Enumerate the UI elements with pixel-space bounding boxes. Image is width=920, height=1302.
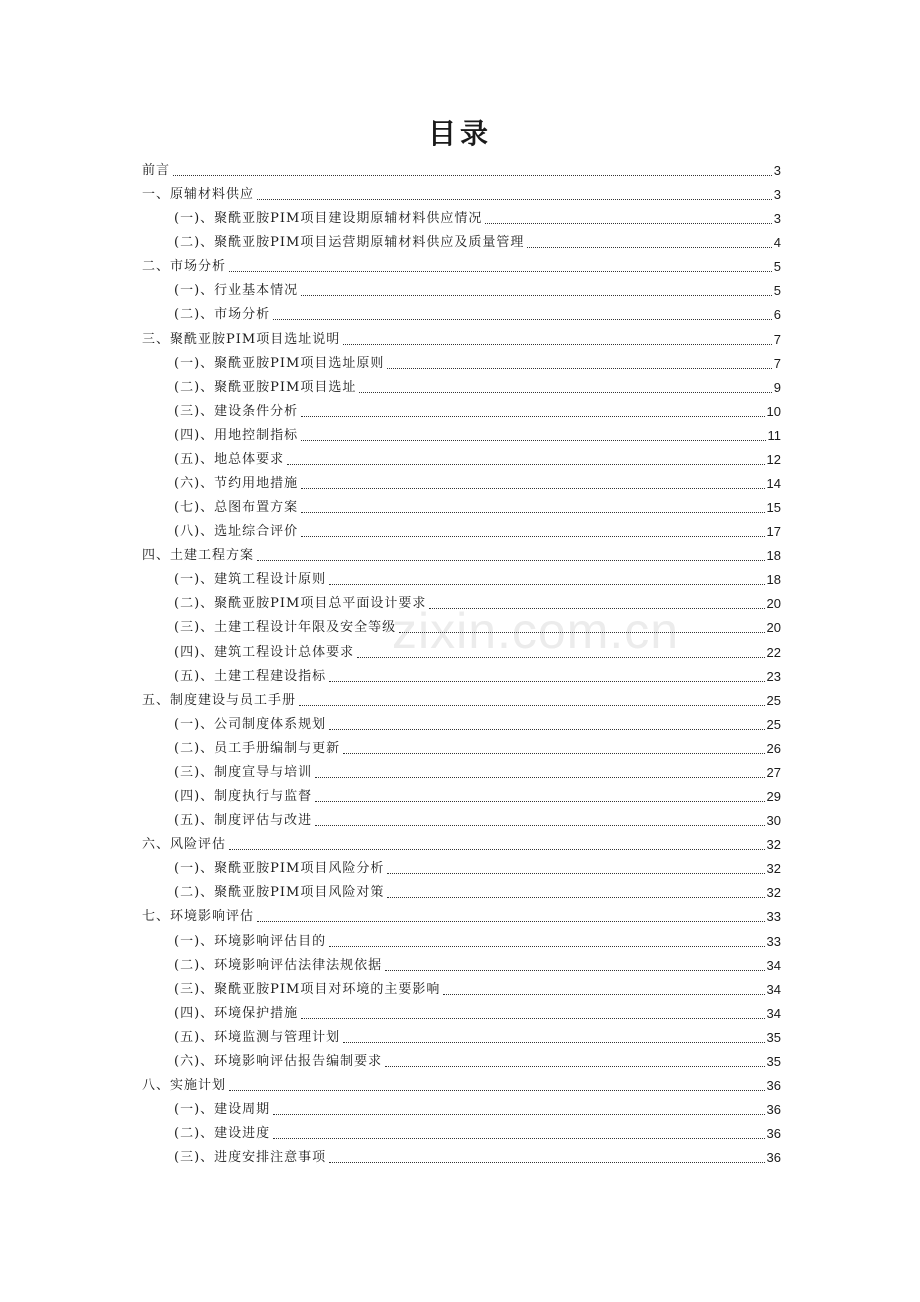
- toc-entry-row[interactable]: [174, 982, 781, 998]
- toc-entry-row[interactable]: [174, 428, 781, 444]
- toc-dot-leader: [329, 584, 764, 585]
- toc-entry-label: (一)、聚酰亚胺PIM项目建设期原辅材料供应情况: [174, 211, 483, 227]
- toc-entry-label: 一、原辅材料供应: [142, 187, 255, 203]
- toc-entry-row[interactable]: [174, 283, 781, 299]
- toc-entry-row[interactable]: [142, 693, 781, 709]
- toc-dot-leader: [273, 1114, 764, 1115]
- toc-entry-label: 四、土建工程方案: [142, 548, 255, 564]
- toc-entry-label: (一)、公司制度体系规划: [174, 716, 327, 732]
- toc-entry-row[interactable]: [174, 885, 781, 901]
- toc-dot-leader: [229, 849, 765, 850]
- toc-entry-page-number: 3: [773, 163, 781, 178]
- toc-entry[interactable]: [0, 858, 920, 882]
- toc-dot-leader: [315, 801, 764, 802]
- toc-entry-row[interactable]: [174, 596, 781, 612]
- toc-entry-page-number: 33: [766, 933, 781, 949]
- toc-entry-page-number: 11: [767, 427, 781, 443]
- toc-entry-row[interactable]: [174, 765, 781, 781]
- toc-entry-row[interactable]: [174, 524, 781, 540]
- toc-entry-label: (五)、土建工程建设指标: [174, 668, 327, 684]
- toc-entry[interactable]: [0, 160, 920, 184]
- toc-entry-row[interactable]: [174, 934, 781, 950]
- toc-entry-row[interactable]: [174, 1054, 781, 1070]
- toc-entry-row[interactable]: [174, 669, 781, 685]
- toc-entry-page-number: 20: [766, 620, 781, 636]
- toc-entry-label: 前言: [142, 163, 171, 178]
- toc-entry-label: (二)、聚酰亚胺PIM项目运营期原辅材料供应及质量管理: [174, 235, 525, 251]
- toc-entry-row[interactable]: [142, 1078, 781, 1094]
- page-title: 目录: [427, 117, 492, 150]
- toc-entry[interactable]: [0, 931, 920, 955]
- toc-entry[interactable]: [0, 545, 920, 569]
- toc-entry-page-number: 33: [766, 909, 781, 925]
- toc-entry-page-number: 12: [766, 451, 781, 467]
- toc-dot-leader: [301, 488, 764, 489]
- toc-entry[interactable]: [0, 569, 920, 593]
- toc-dot-leader: [329, 681, 764, 682]
- toc-entry-label: (四)、用地控制指标: [174, 427, 299, 443]
- toc-entry-label: (二)、环境影响评估法律法规依据: [174, 957, 383, 973]
- toc-entry-label: (五)、环境监测与管理计划: [174, 1029, 341, 1045]
- toc-entry-label: (三)、建设条件分析: [174, 403, 299, 419]
- toc-entry-label: (一)、聚酰亚胺PIM项目选址原则: [174, 355, 385, 371]
- toc-entry[interactable]: [0, 666, 920, 690]
- toc-entry-row[interactable]: [174, 307, 781, 323]
- toc-entry-label: (二)、聚酰亚胺PIM项目选址: [174, 379, 357, 395]
- toc-entry[interactable]: [0, 714, 920, 738]
- toc-entry-label: 七、环境影响评估: [142, 909, 255, 925]
- toc-entry-label: (二)、市场分析: [174, 307, 271, 323]
- toc-entry[interactable]: [0, 786, 920, 810]
- toc-entry-label: 五、制度建设与员工手册: [142, 692, 297, 708]
- toc-entry-row[interactable]: [174, 1006, 781, 1022]
- toc-dot-leader: [315, 825, 764, 826]
- toc-entry-row[interactable]: [174, 476, 781, 492]
- toc-dot-leader: [343, 753, 764, 754]
- toc-entry-page-number: 26: [766, 740, 781, 756]
- toc-entry-row[interactable]: [142, 187, 781, 203]
- toc-entry-label: (三)、制度宣导与培训: [174, 764, 313, 780]
- toc-entry[interactable]: [0, 1051, 920, 1075]
- toc-entry-page-number: 32: [766, 885, 781, 901]
- toc-dot-leader: [273, 319, 772, 320]
- toc-dot-leader: [485, 223, 771, 224]
- toc-entry-label: (六)、节约用地措施: [174, 476, 299, 492]
- toc-entry-row[interactable]: [174, 452, 781, 468]
- toc-entry-page-number: 34: [766, 957, 781, 973]
- toc-entry-label: (二)、员工手册编制与更新: [174, 740, 341, 756]
- toc-entry-page-number: 22: [766, 644, 781, 660]
- toc-entry-label: 三、聚酰亚胺PIM项目选址说明: [142, 331, 341, 347]
- toc-dot-leader: [387, 897, 764, 898]
- toc-dot-leader: [343, 344, 772, 345]
- toc-entry-row[interactable]: [174, 861, 781, 877]
- toc-dot-leader: [229, 1090, 765, 1091]
- toc-entry-page-number: 3: [773, 187, 781, 203]
- toc-entry-page-number: 34: [766, 1005, 781, 1021]
- toc-dot-leader: [287, 464, 764, 465]
- toc-entry[interactable]: [0, 593, 920, 617]
- toc-entry-page-number: 17: [766, 524, 781, 540]
- toc-entry-label: (四)、制度执行与监督: [174, 789, 313, 805]
- toc-entry-page-number: 32: [766, 861, 781, 877]
- toc-entry[interactable]: [0, 208, 920, 232]
- toc-entry-label: (二)、建设进度: [174, 1126, 271, 1142]
- toc-dot-leader: [257, 921, 765, 922]
- toc-entry[interactable]: [0, 1099, 920, 1123]
- toc-entry-page-number: 5: [773, 283, 781, 299]
- toc-dot-leader: [301, 416, 764, 417]
- toc-entry[interactable]: [0, 449, 920, 473]
- toc-entry[interactable]: [0, 232, 920, 256]
- toc-entry-page-number: 14: [766, 476, 781, 492]
- toc-dot-leader: [385, 1066, 764, 1067]
- toc-entry-row[interactable]: [142, 163, 781, 179]
- toc-entry[interactable]: [0, 497, 920, 521]
- toc-entry-page-number: 23: [766, 668, 781, 684]
- toc-entry[interactable]: [0, 1147, 920, 1171]
- toc-entry-page-number: 36: [766, 1077, 781, 1093]
- toc-entry-page-number: 5: [773, 259, 781, 275]
- toc-dot-leader: [385, 970, 764, 971]
- toc-entry-page-number: 7: [773, 331, 781, 347]
- toc-dot-leader: [315, 777, 764, 778]
- toc-entry-label: (一)、建设周期: [174, 1102, 271, 1118]
- toc-dot-leader: [301, 295, 772, 296]
- toc-entry-label: (二)、聚酰亚胺PIM项目风险对策: [174, 885, 385, 901]
- toc-entry-label: (三)、聚酰亚胺PIM项目对环境的主要影响: [174, 981, 441, 997]
- toc-entry-row[interactable]: [142, 837, 781, 853]
- toc-entry-row[interactable]: [174, 958, 781, 974]
- toc-entry-page-number: 30: [766, 813, 781, 829]
- toc-dot-leader: [173, 175, 772, 176]
- toc-entry-row[interactable]: [174, 813, 781, 829]
- toc-entry[interactable]: [0, 256, 920, 280]
- toc-dot-leader: [387, 368, 771, 369]
- toc-dot-leader: [301, 1018, 764, 1019]
- toc-entry-page-number: 6: [773, 307, 781, 323]
- toc-entry-label: 八、实施计划: [142, 1077, 227, 1093]
- toc-entry-page-number: 34: [766, 981, 781, 997]
- toc-dot-leader: [299, 705, 765, 706]
- toc-entry[interactable]: [0, 834, 920, 858]
- toc-entry-label: (八)、选址综合评价: [174, 524, 299, 540]
- toc-dot-leader: [387, 873, 764, 874]
- toc-entry-label: (五)、地总体要求: [174, 451, 285, 467]
- toc-entry-row[interactable]: [142, 259, 781, 275]
- toc-entry-row[interactable]: [174, 717, 781, 733]
- toc-entry-row[interactable]: [174, 741, 781, 757]
- toc-dot-leader: [273, 1138, 764, 1139]
- toc-entry-label: (一)、聚酰亚胺PIM项目风险分析: [174, 861, 385, 877]
- toc-entry[interactable]: [0, 1075, 920, 1099]
- toc-entry[interactable]: [0, 425, 920, 449]
- toc-entry-row[interactable]: [174, 572, 781, 588]
- toc-entry-page-number: 35: [766, 1029, 781, 1045]
- toc-entry-label: (一)、行业基本情况: [174, 283, 299, 299]
- toc-entry-page-number: 20: [766, 596, 781, 612]
- toc-entry-row[interactable]: [174, 789, 781, 805]
- toc-entry-label: (一)、环境影响评估目的: [174, 933, 327, 949]
- toc-entry-label: (四)、建筑工程设计总体要求: [174, 644, 355, 660]
- toc-entry-page-number: 10: [766, 403, 781, 419]
- toc-entry[interactable]: [0, 810, 920, 834]
- toc-entry-label: (二)、聚酰亚胺PIM项目总平面设计要求: [174, 596, 427, 612]
- toc-entry[interactable]: [0, 521, 920, 545]
- toc-entry-row[interactable]: [142, 332, 781, 348]
- toc-entry-row[interactable]: [142, 548, 781, 564]
- toc-entry-page-number: 3: [773, 211, 781, 227]
- toc-entry-page-number: 15: [766, 500, 781, 516]
- toc-entry-row[interactable]: [174, 380, 781, 396]
- toc-entry[interactable]: [0, 1027, 920, 1051]
- toc-entry-label: (六)、环境影响评估报告编制要求: [174, 1053, 383, 1069]
- toc-entry-row[interactable]: [174, 1126, 781, 1142]
- toc-dot-leader: [329, 729, 764, 730]
- toc-entry[interactable]: [0, 304, 920, 328]
- toc-entry[interactable]: [0, 280, 920, 304]
- toc-dot-leader: [343, 1042, 764, 1043]
- toc-entry-row[interactable]: [174, 356, 781, 372]
- toc-entry-label: (三)、进度安排注意事项: [174, 1150, 327, 1166]
- toc-entry-page-number: 9: [773, 379, 781, 395]
- toc-entry-row[interactable]: [174, 500, 781, 516]
- toc-dot-leader: [329, 946, 764, 947]
- toc-entry[interactable]: [0, 377, 920, 401]
- toc-entry-row[interactable]: [142, 909, 781, 925]
- toc-entry[interactable]: [0, 473, 920, 497]
- toc-dot-leader: [301, 536, 764, 537]
- toc-entry[interactable]: [0, 906, 920, 930]
- toc-dot-leader: [357, 657, 764, 658]
- toc-entry-page-number: 35: [766, 1053, 781, 1069]
- toc-dot-leader: [527, 247, 771, 248]
- toc-entry-label: (一)、建筑工程设计原则: [174, 572, 327, 588]
- toc-dot-leader: [301, 440, 765, 441]
- toc-dot-leader: [301, 512, 764, 513]
- toc-entry-label: (四)、环境保护措施: [174, 1005, 299, 1021]
- toc-dot-leader: [257, 199, 772, 200]
- toc-entry-label: 二、市场分析: [142, 259, 227, 275]
- toc-entry-row[interactable]: [174, 235, 781, 251]
- toc-entry[interactable]: [0, 184, 920, 208]
- toc-entry-row[interactable]: [174, 1150, 781, 1166]
- toc-entry[interactable]: [0, 617, 920, 641]
- toc-entry[interactable]: [0, 642, 920, 666]
- toc-entry[interactable]: [0, 690, 920, 714]
- toc-entry-page-number: 4: [773, 235, 781, 251]
- toc-dot-leader: [257, 560, 765, 561]
- toc-entry[interactable]: [0, 738, 920, 762]
- toc-entry-page-number: 36: [766, 1102, 781, 1118]
- toc-entry-label: (七)、总图布置方案: [174, 500, 299, 516]
- toc-entry[interactable]: [0, 955, 920, 979]
- toc-entry[interactable]: [0, 762, 920, 786]
- toc-entry-label: (五)、制度评估与改进: [174, 813, 313, 829]
- toc-entry[interactable]: [0, 1123, 920, 1147]
- toc-entry-page-number: 27: [766, 764, 781, 780]
- toc-dot-leader: [443, 994, 764, 995]
- toc-dot-leader: [399, 632, 764, 633]
- toc-entry-page-number: 32: [766, 837, 781, 853]
- toc-entry-page-number: 25: [766, 692, 781, 708]
- toc-entry[interactable]: [0, 882, 920, 906]
- toc-dot-leader: [329, 1162, 764, 1163]
- table-of-contents: [0, 160, 920, 1171]
- toc-entry-label: 六、风险评估: [142, 837, 227, 853]
- toc-entry-row[interactable]: [174, 211, 781, 227]
- toc-entry-row[interactable]: [174, 645, 781, 661]
- toc-entry-row[interactable]: [174, 620, 781, 636]
- toc-entry[interactable]: [0, 329, 920, 353]
- watermark: zixin.com.cn: [392, 603, 680, 659]
- toc-entry-label: (三)、土建工程设计年限及安全等级: [174, 620, 397, 636]
- toc-entry-page-number: 36: [766, 1126, 781, 1142]
- toc-entry-page-number: 18: [766, 572, 781, 588]
- toc-dot-leader: [229, 271, 772, 272]
- toc-entry-row[interactable]: [174, 404, 781, 420]
- toc-entry[interactable]: [0, 401, 920, 425]
- toc-entry-page-number: 29: [766, 789, 781, 805]
- toc-entry-row[interactable]: [174, 1030, 781, 1046]
- toc-entry-page-number: 18: [766, 548, 781, 564]
- toc-dot-leader: [429, 608, 764, 609]
- toc-entry[interactable]: [0, 1003, 920, 1027]
- toc-entry[interactable]: [0, 353, 920, 377]
- toc-entry-page-number: 25: [766, 716, 781, 732]
- toc-entry-page-number: 36: [766, 1150, 781, 1166]
- toc-dot-leader: [359, 392, 771, 393]
- toc-entry[interactable]: [0, 979, 920, 1003]
- toc-entry-page-number: 7: [773, 355, 781, 371]
- toc-entry-row[interactable]: [174, 1102, 781, 1118]
